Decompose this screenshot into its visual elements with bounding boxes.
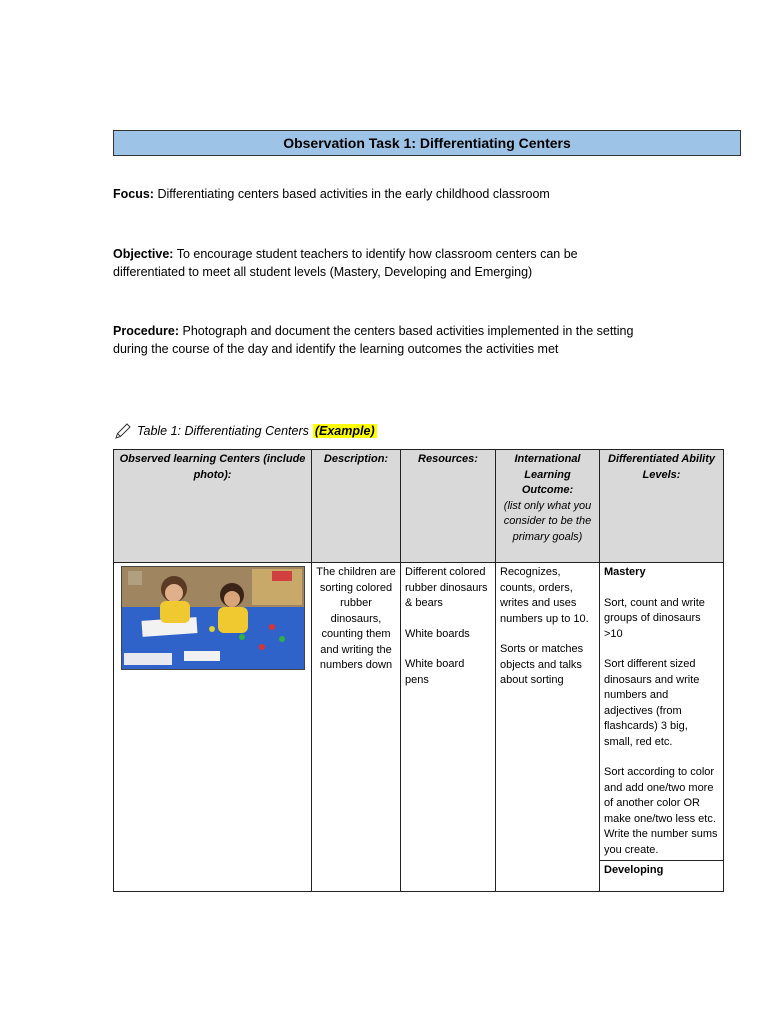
- table-row: [114, 563, 724, 892]
- header-learning-outcome-note: (list only what you consider to be the primary goals): [503, 499, 592, 543]
- outcome-item: Recognizes, counts, orders, writes and uses numbers up to 10.: [500, 566, 589, 625]
- resource-item: Different colored rubber dinosaurs & bears: [405, 566, 488, 609]
- header-observed-centers: Observed learning Centers (include photo):: [114, 450, 312, 563]
- header-ability-levels: Differentiated Ability Levels:: [600, 450, 724, 563]
- document-title: [113, 130, 741, 156]
- cell-outcomes: [496, 563, 600, 892]
- header-description: Description:: [312, 450, 401, 563]
- table-caption-text: Table 1: Differentiating Centers: [137, 424, 309, 438]
- developing-label: Developing: [604, 864, 664, 876]
- objective-paragraph: [113, 245, 653, 281]
- focus-label: Focus:: [113, 187, 154, 201]
- classroom-photo-image: [122, 567, 304, 669]
- resource-item: White boards: [405, 627, 470, 640]
- mastery-item: Sort according to color and add one/two more of another color OR make one/two less etc. Write the number sums you create.: [604, 766, 718, 856]
- table-caption-highlight: (Example): [314, 424, 375, 438]
- focus-paragraph: [113, 185, 653, 203]
- resource-item: White board pens: [405, 658, 465, 686]
- cell-description: The children are sorting colored rubber dinosaurs, counting them and writing the numbers down: [312, 563, 401, 892]
- document-title-text: Observation Task 1: Differentiating Centers: [283, 135, 571, 151]
- pencil-icon: [113, 421, 133, 441]
- mastery-block: [600, 563, 723, 860]
- cell-photo: [114, 563, 312, 892]
- procedure-text: Photograph and document the centers based activities implemented in the setting during the course of the day and identify the learning outcomes the activities met: [113, 324, 634, 356]
- objective-text: To encourage student teachers to identify how classroom centers can be differentiated to meet all student levels (Mastery, Developing and Emerging): [113, 247, 578, 279]
- header-resources: Resources:: [401, 450, 496, 563]
- header-learning-outcome: International Learning Outcome: (list only what you consider to be the primary goals): [496, 450, 600, 563]
- mastery-item: Sort different sized dinosaurs and write numbers and adjectives (from flashcards) 3 big, small, red etc.: [604, 658, 700, 748]
- differentiating-centers-table: [113, 449, 724, 892]
- mastery-item: Sort, count and write groups of dinosaurs >10: [604, 596, 705, 640]
- objective-label: Objective:: [113, 247, 174, 261]
- procedure-paragraph: [113, 322, 653, 358]
- cell-ability-levels: [600, 563, 724, 892]
- developing-block: [600, 860, 723, 891]
- mastery-label: Mastery: [604, 566, 646, 578]
- classroom-photo: [121, 566, 305, 670]
- outcome-item: Sorts or matches objects and talks about sorting: [500, 643, 584, 686]
- procedure-label: Procedure:: [113, 324, 179, 338]
- table-caption: [113, 420, 377, 442]
- table-header-row: [114, 450, 724, 563]
- cell-resources: [401, 563, 496, 892]
- focus-text: Differentiating centers based activities in the early childhood classroom: [157, 187, 550, 201]
